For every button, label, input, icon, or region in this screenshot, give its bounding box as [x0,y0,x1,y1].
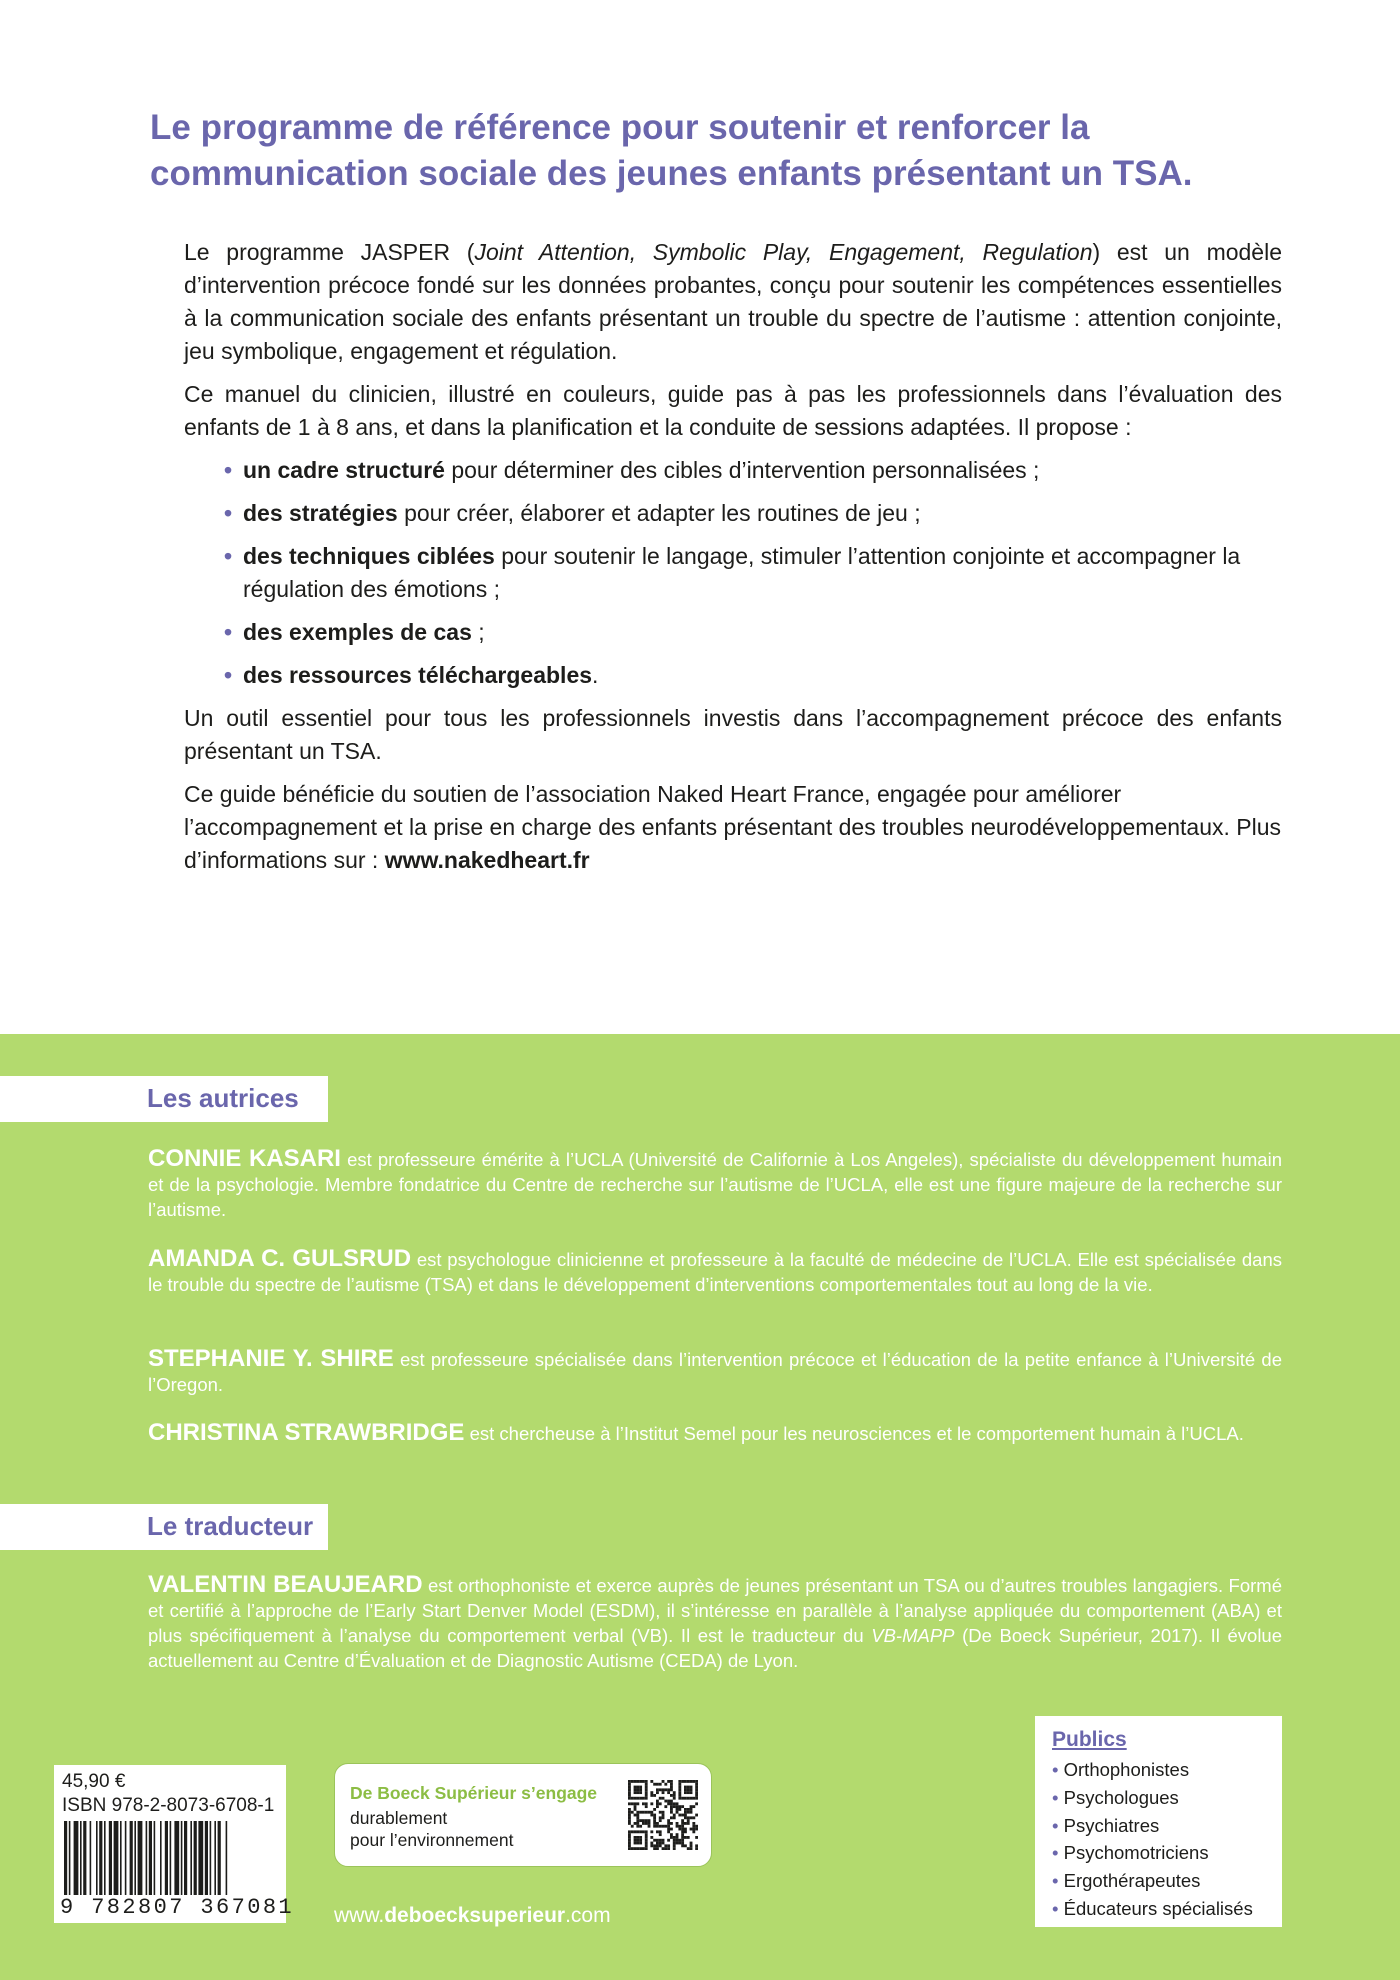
publisher-website[interactable]: www.deboecksuperieur.com [334,1904,611,1927]
publics-list [1052,1756,1282,1923]
translator-heading: Le traducteur [147,1511,314,1541]
author-bio-kasari: CONNIE KASARI est professeure émérite à l’UCLA (Université de Californie à Los Angeles), spécialiste du développement humain et de la psychologie. Membre fondatrice du Centre de recherche sur l’autisme de l’UCLA, elle est une figure majeure de la recherche sur l’autisme. [148,1145,1282,1220]
translator-bio: VALENTIN BEAUJEARD est orthophoniste et exerce auprès de jeunes présentant un TSA ou d’autres troubles langagiers. Formé et certifié à l’approche de l’Early Start Denver Model (ESDM), il s’intéresse en parallèle à l’analyse appliquée du comportement (ABA) et plus spécifiquement à l’analyse du comportement verbal (VB). Il est le traducteur du VB-MAPP (De Boeck Supérieur, 2017). Il évolue actuellement au Centre d’Évaluation et de Diagnostic Autisme (CEDA) de Lyon. [148,1571,1283,1671]
intro-paragraph-3: Un outil essentiel pour tous les professionnels investis dans l’accompagnement précoce des enfants présentant un TSA. [184,705,1282,764]
bullet-icon: • [1052,1842,1059,1864]
author-bio-strawbridge: CHRISTINA STRAWBRIDGE est chercheuse à l’Institut Semel pour les neurosciences et le comportement humain à l’UCLA. [148,1419,1244,1446]
author-bio-gulsrud: AMANDA C. GULSRUD est psychologue clinicienne et professeure à la faculté de médecine de l’UCLA. Elle est spécialisée dans le trouble du spectre de l’autisme (TSA) et dans le développement d’interventions comportementales tout au long de la vie. [148,1245,1283,1295]
ean-digits: 9 782807 367081 [60,1895,295,1920]
environment-commitment-box [334,1763,712,1867]
features-list [184,454,1282,692]
description [184,236,1282,887]
intro-paragraph-4: Ce guide bénéficie du soutien de l’association Naked Heart France, engagée pour améliorer l’accompagnement et la prise en charge des enfants présentant des troubles neurodéveloppementaux. Plus d’informations sur : www.nakedheart.fr [184,781,1282,873]
list-item: • Psychiatres [1052,1814,1160,1836]
list-item: • un cadre structuré pour déterminer des cibles d’intervention personnalisées ; [224,454,1282,487]
authors-heading: Les autrices [147,1083,299,1113]
list-item: • des exemples de cas ; [224,616,1282,649]
engage-line-2: pour l’environnement [350,1830,514,1850]
bullet-icon: • [224,543,233,569]
intro-paragraph-2: Ce manuel du clinicien, illustré en couleurs, guide pas à pas les professionnels dans l’évaluation des enfants de 1 à 8 ans, et dans la planification et la conduite de sessions adaptées. Il propose : [184,381,1282,440]
publics-box [1035,1716,1282,1927]
price: 45,90 € [62,1771,126,1792]
bullet-icon: • [224,500,233,526]
authors-heading-tab [0,1076,328,1122]
bullet-icon: • [224,457,233,483]
intro-paragraph-1: Le programme JASPER (Joint Attention, Symbolic Play, Engagement, Regulation) est un modèle d’intervention précoce fondé sur les données probantes, conçu pour soutenir les compétences essentielles à la communication sociale des enfants présentant un trouble du spectre de l’autisme : attention conjointe, jeu symbolique, engagement et régulation. [184,239,1282,364]
engage-line-1: durablement [350,1808,448,1828]
bullet-icon: • [1052,1870,1059,1892]
qr-code-icon[interactable] [628,1780,698,1850]
nakedheart-link[interactable]: www.nakedheart.fr [384,847,590,873]
jasper-expansion: Joint Attention, Symbolic Play, Engagement, Regulation [474,239,1093,265]
list-item: • des stratégies pour créer, élaborer et adapter les routines de jeu ; [224,497,1282,530]
engage-title: De Boeck Supérieur s’engage [350,1783,598,1803]
list-item: • des techniques ciblées pour soutenir le langage, stimuler l’attention conjointe et accompagner la régulation des émotions ; [224,540,1282,606]
list-item: • Éducateurs spécialisés [1052,1897,1253,1919]
list-item: • Ergothérapeutes [1052,1870,1201,1892]
isbn: ISBN 978-2-8073-6708-1 [62,1795,275,1816]
list-item: • Orthophonistes [1052,1759,1190,1780]
publics-title: Publics [1052,1728,1127,1751]
bullet-icon: • [1052,1786,1059,1808]
bullet-icon: • [1052,1897,1059,1919]
list-item: • Psychologues [1052,1786,1179,1808]
bullet-icon: • [1052,1759,1059,1780]
bullet-icon: • [224,662,233,688]
headline: Le programme de référence pour soutenir et renforcer la communication sociale des jeunes enfants présentant un TSA. [150,108,1193,193]
list-item: • des ressources téléchargeables. [224,659,1282,692]
barcode-icon [64,1821,276,1895]
translator-heading-tab [0,1504,328,1550]
bullet-icon: • [224,619,233,645]
author-bio-shire: STEPHANIE Y. SHIRE est professeure spécialisée dans l’intervention précoce et l’éducation de la petite enfance à l’Université de l’Oregon. [148,1345,1282,1395]
price-isbn-box [54,1765,295,1923]
list-item: • Psychomotriciens [1052,1842,1209,1864]
bullet-icon: • [1052,1814,1059,1836]
